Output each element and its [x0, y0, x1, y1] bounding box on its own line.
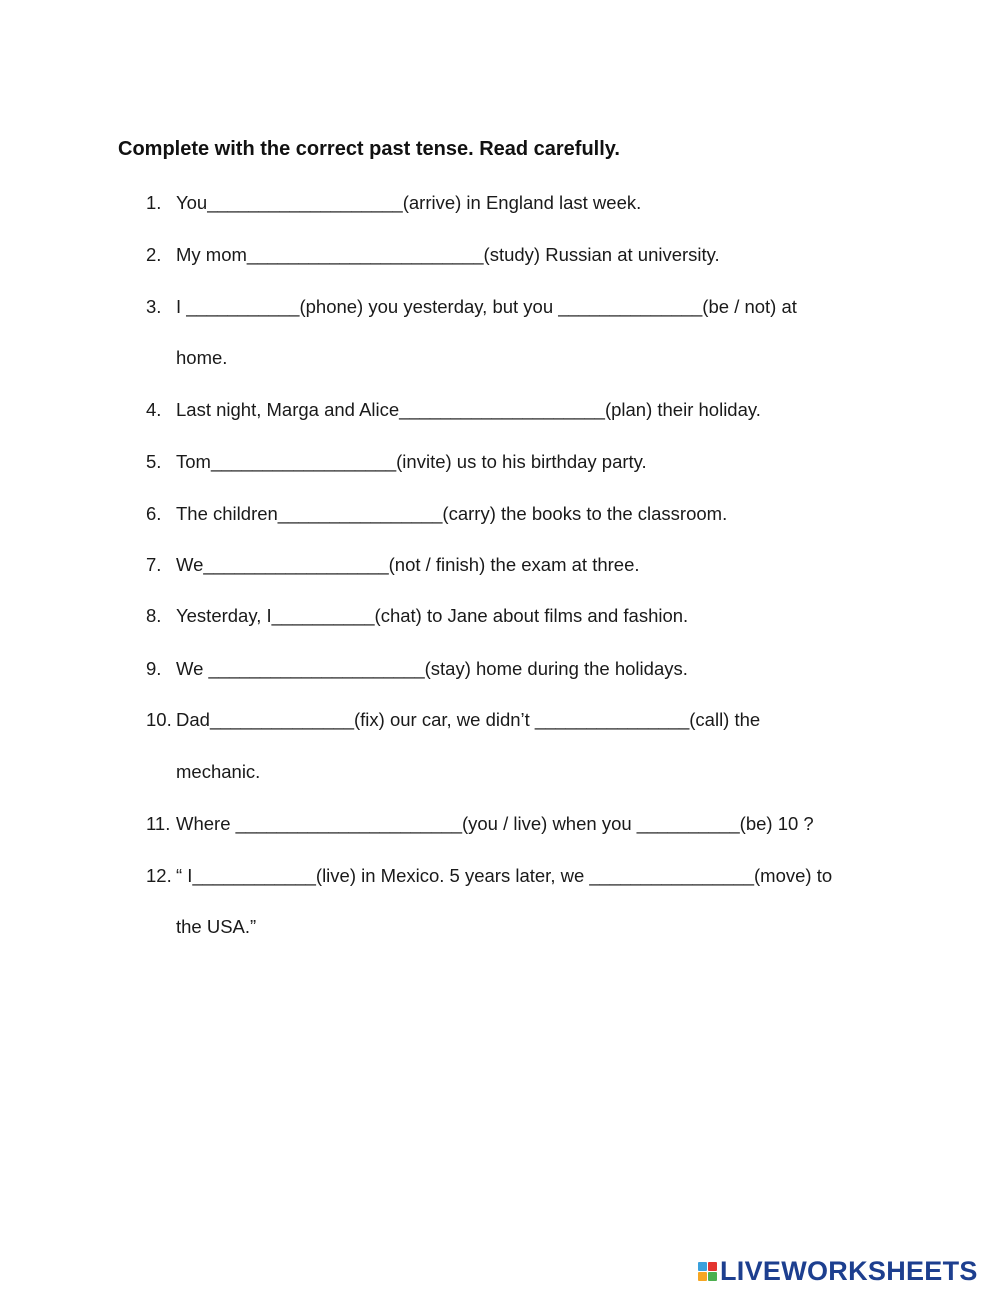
exercise-text-continuation: home.	[176, 347, 228, 368]
exercise-text: Dad______________(fix) our car, we didn’t _______________(call) the	[176, 709, 761, 730]
exercise-number: 8.	[146, 605, 162, 626]
liveworksheets-logo	[698, 1256, 978, 1286]
exercise-text: Where ______________________(you / live) when you __________(be) 10 ?	[176, 813, 814, 834]
exercise-text: I ___________(phone) you yesterday, but you ______________(be / not) at	[176, 296, 797, 317]
exercise-number: 5.	[146, 451, 162, 472]
exercise-number: 2.	[146, 244, 162, 265]
exercise-text: “ I____________(live) in Mexico. 5 years later, we ________________(move) to	[176, 865, 833, 886]
exercise-text: The children________________(carry) the books to the classroom.	[176, 503, 728, 524]
exercise-text: Tom__________________(invite) us to his birthday party.	[176, 451, 647, 472]
exercise-number: 6.	[146, 503, 162, 524]
exercise-text-continuation: mechanic.	[176, 761, 261, 782]
mark-square-icon	[698, 1272, 707, 1281]
instructions-heading: Complete with the correct past tense. Read carefully.	[118, 138, 620, 160]
mark-square-icon	[708, 1272, 717, 1281]
exercise-number: 1.	[146, 192, 162, 213]
exercise-number: 12.	[146, 865, 172, 886]
mark-square-icon	[708, 1262, 717, 1271]
liveworksheets-mark-icon	[698, 1262, 717, 1281]
exercise-text: Yesterday, I__________(chat) to Jane about films and fashion.	[176, 605, 689, 626]
exercise-number: 10.	[146, 709, 172, 730]
exercise-text: You___________________(arrive) in England last week.	[176, 192, 642, 213]
mark-square-icon	[698, 1262, 707, 1271]
logo-text: LIVEWORKSHEETS	[720, 1256, 978, 1286]
exercise-text: We__________________(not / finish) the exam at three.	[176, 554, 640, 575]
exercise-text: We _____________________(stay) home during the holidays.	[176, 658, 688, 679]
exercise-number: 7.	[146, 554, 162, 575]
exercise-number: 3.	[146, 296, 162, 317]
exercise-text-continuation: the USA.”	[176, 916, 257, 937]
exercise-text: My mom_______________________(study) Russian at university.	[176, 244, 720, 265]
exercise-number: 9.	[146, 658, 162, 679]
exercise-number: 4.	[146, 399, 162, 420]
exercise-number: 11.	[146, 813, 171, 834]
exercise-text: Last night, Marga and Alice____________________(plan) their holiday.	[176, 399, 761, 420]
